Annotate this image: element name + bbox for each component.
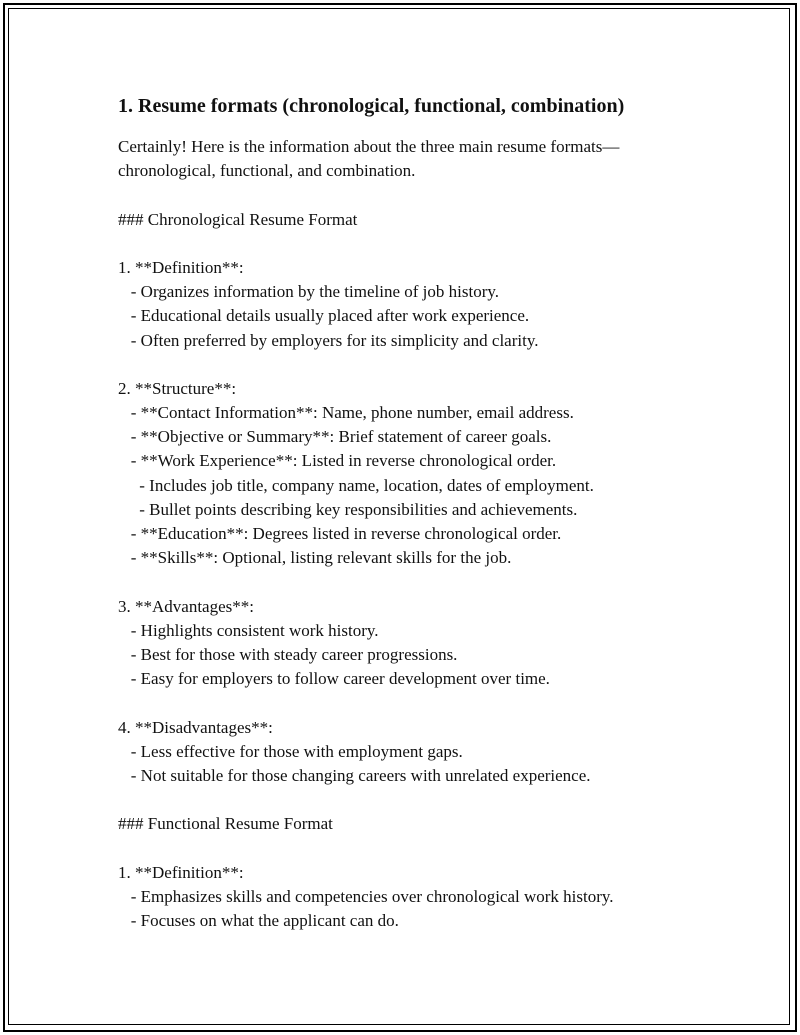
text-line: 4. **Disadvantages**: bbox=[118, 717, 273, 737]
blank-line bbox=[118, 836, 738, 860]
text-line: - **Work Experience**: Listed in reverse chronological order. bbox=[118, 451, 557, 471]
text-line: 1. **Definition**: bbox=[118, 257, 244, 277]
text-line: 3. **Advantages**: bbox=[118, 596, 254, 616]
text-line: - Easy for employers to follow career development over time. bbox=[118, 669, 550, 689]
text-line: - Organizes information by the timeline of job history. bbox=[118, 282, 500, 302]
text-line: - Highlights consistent work history. bbox=[118, 620, 379, 640]
text-line: - Educational details usually placed after work experience. bbox=[118, 306, 530, 326]
document-body bbox=[118, 92, 738, 933]
blank-line bbox=[118, 788, 738, 812]
document-text bbox=[118, 135, 738, 933]
text-line: - **Contact Information**: Name, phone number, email address. bbox=[118, 403, 574, 423]
document-title: 1. Resume formats (chronological, functional, combination) bbox=[118, 95, 625, 117]
text-line: 2. **Structure**: bbox=[118, 378, 237, 398]
text-line: 1. **Definition**: bbox=[118, 862, 244, 882]
text-line: - Bullet points describing key responsibilities and achievements. bbox=[118, 499, 578, 519]
text-line: - Emphasizes skills and competencies over chronological work history. bbox=[118, 886, 614, 906]
blank-line bbox=[118, 691, 738, 715]
text-line: - Includes job title, company name, location, dates of employment. bbox=[118, 475, 594, 495]
text-line: Certainly! Here is the information about the three main resume formats— bbox=[118, 137, 620, 156]
text-line: - **Objective or Summary**: Brief statement of career goals. bbox=[118, 427, 552, 447]
text-line: ### Functional Resume Format bbox=[118, 814, 333, 834]
text-line: chronological, functional, and combination. bbox=[118, 161, 416, 181]
text-line: ### Chronological Resume Format bbox=[118, 209, 358, 229]
text-line: - **Skills**: Optional, listing relevant skills for the job. bbox=[118, 548, 512, 568]
text-line: - Not suitable for those changing careers with unrelated experience. bbox=[118, 765, 591, 785]
text-line: - Best for those with steady career progressions. bbox=[118, 644, 458, 664]
text-line: - Often preferred by employers for its simplicity and clarity. bbox=[118, 330, 539, 350]
blank-line bbox=[118, 183, 738, 207]
blank-line bbox=[118, 232, 738, 256]
text-line: - **Education**: Degrees listed in reverse chronological order. bbox=[118, 524, 562, 543]
blank-line bbox=[118, 570, 738, 594]
text-line: - Less effective for those with employment gaps. bbox=[118, 741, 463, 761]
text-line: - Focuses on what the applicant can do. bbox=[118, 911, 399, 930]
blank-line bbox=[118, 353, 738, 377]
